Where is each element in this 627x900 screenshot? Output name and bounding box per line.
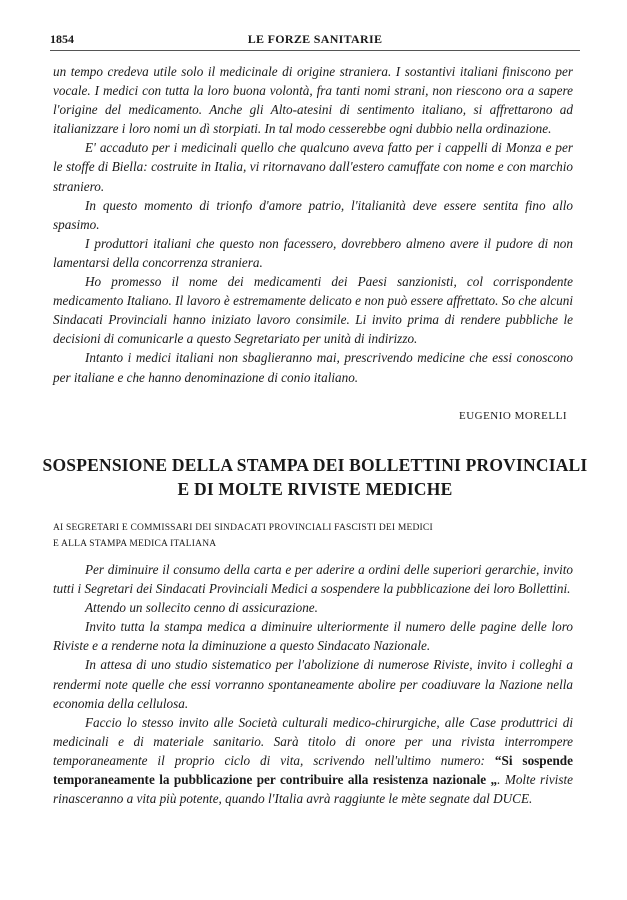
article-1-paragraph: In questo momento di trionfo d'amore patrio, l'italianità deve essere sentita fino allo spasimo. [53, 197, 573, 232]
article-1-paragraph: un tempo credeva utile solo il medicinale di origine straniera. I sostantivi italiani finiscono per vocale. I medici con tutta la loro buona volontà, fra tanti nomi strani, non riescono ora a sapere l'origine del medicamento. Anche gli Alto-atesini di sentimento italiano, si affrettarono ad italianizzare i loro nomi un dì storpiati. In tal modo cesserebbe ogni dubbio nella ordinazione. [53, 64, 573, 137]
article-2-subtitle [53, 520, 553, 552]
quoted-notice: “Si sospende temporaneamente la pubblicazione per contribuire alla resistenza nazionale „ [53, 752, 573, 788]
article-2-body [53, 560, 573, 808]
article-1-paragraph: I produttori italiani che questo non facessero, dovrebbero almeno avere il pudore di non lamentarsi della concorrenza straniera. [53, 235, 573, 270]
article-2-paragraph: Per diminuire il consumo della carta e per aderire a ordini delle superiori gerarchie, invito tutti i Segretari dei Sindacati Provinciali Medici a sospendere la pubblicazione dei loro Bollettini. [53, 562, 573, 597]
article-2-title [40, 453, 590, 501]
article-1-paragraph: E' accaduto per i medicinali quello che qualcuno aveva fatto per i cappelli di Monza e per le stoffe di Biella: costruite in Italia, vi ritornavano dall'estero camuffate con nome e con marchio straniero. [53, 140, 573, 194]
last-paragraph-part-2: . Molte riviste rinasceranno a vita più potente, quando l'Italia avrà raggiunte le mète segnate dal DUCE. [53, 772, 573, 807]
article-2-title-line: E DI MOLTE RIVISTE MEDICHE [177, 479, 453, 499]
article-2-subtitle-line: AI SEGRETARI E COMMISSARI DEI SINDACATI PROVINCIALI FASCISTI DEI MEDICI [53, 523, 433, 533]
article-1-paragraph: Intanto i medici italiani non sbaglieranno mai, prescrivendo medicine che essi conoscono per italiane e che hanno denominazione di conio italiano. [53, 350, 573, 385]
article-2-title-line: SOSPENSIONE DELLA STAMPA DEI BOLLETTINI PROVINCIALI [42, 455, 588, 475]
article-1-signature: EUGENIO MORELLI [458, 410, 567, 422]
article-2-last-paragraph [53, 713, 573, 808]
header-rule [50, 50, 580, 51]
article-2-subtitle-line: E ALLA STAMPA MEDICA ITALIANA [53, 539, 217, 549]
article-1-paragraph: Ho promesso il nome dei medicamenti dei Paesi sanzionisti, col corrispondente medicamento Italiano. Il lavoro è estremamente delicato e non può essere affrettato. So che alcuni Sindacati Provinciali hanno iniziato lavoro consimile. Li invito prima di rendere pubbliche le decisioni di comunicarle a questo Segretariato per unità di indirizzo. [53, 274, 573, 347]
article-2-paragraph: Invito tutta la stampa medica a diminuire ulteriormente il numero delle pagine delle loro Riviste e a renderne nota la diminuzione a questo Sindacato Nazionale. [53, 619, 573, 654]
article-2-paragraph: Attendo un sollecito cenno di assicurazione. [85, 600, 318, 616]
last-paragraph-part-1: Faccio lo stesso invito alle Società culturali medico-chirurgiche, alle Case produttrici di medicinali e di materiale sanitario. Sarà titolo di onore per una rivista interrompere temporaneamente il proprio ciclo di vita, scrivendo nell'ultimo numero: [53, 714, 573, 768]
article-1-body [53, 62, 573, 387]
journal-title: LE FORZE SANITARIE [247, 32, 383, 46]
page-number: 1854 [50, 32, 74, 46]
article-2-paragraph: In attesa di uno studio sistematico per l'abolizione di numerose Riviste, invito i colleghi a rendermi note quelle che essi vorranno spontaneamente abolire per coadiuvare la Nazione nella economia della cellulosa. [53, 657, 573, 711]
